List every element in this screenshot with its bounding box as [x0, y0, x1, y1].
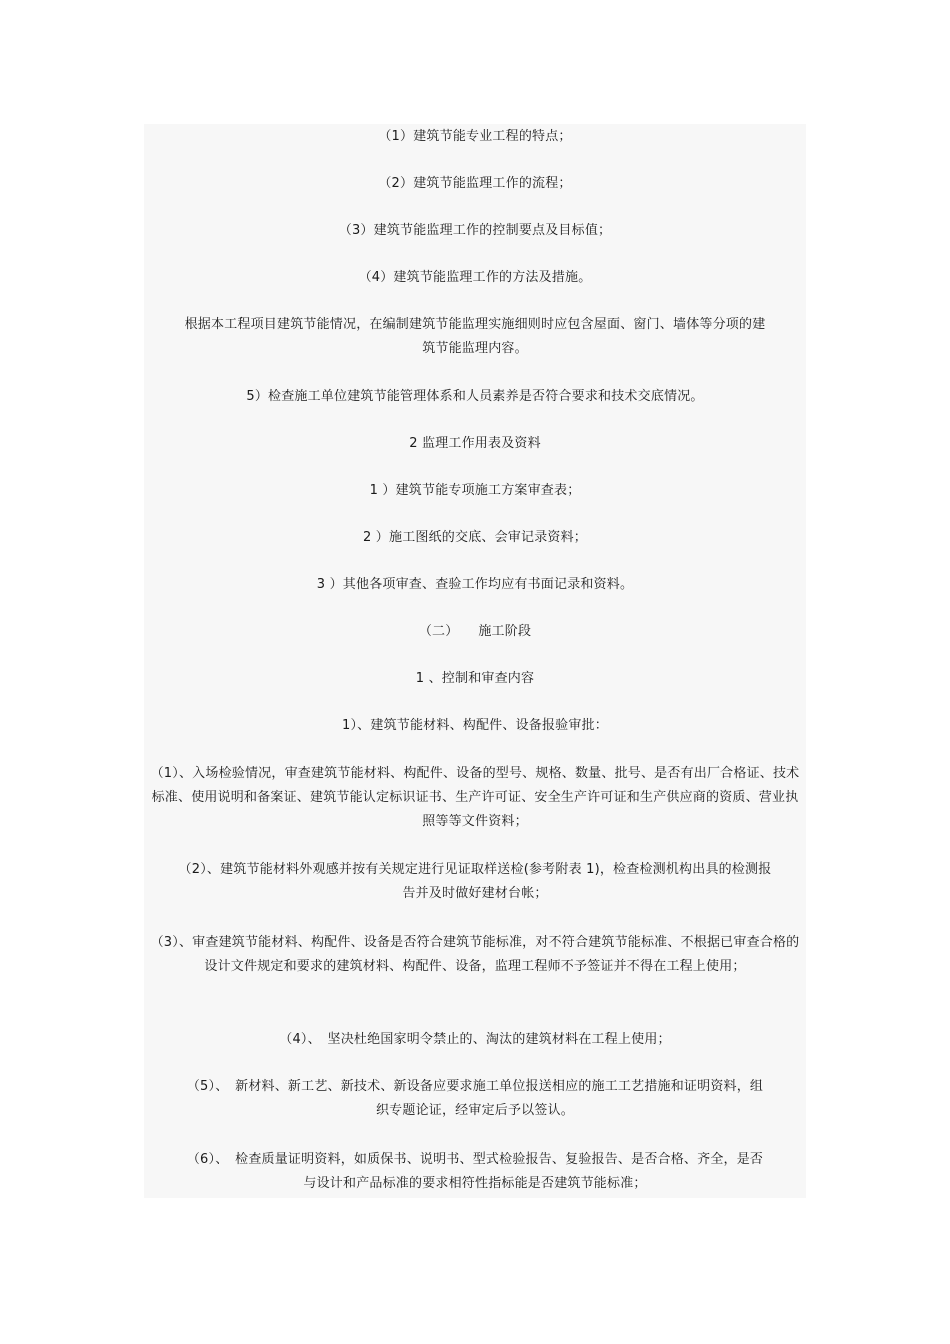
paragraph-9: 2 ）施工图纸的交底、会审记录资料；	[362, 530, 587, 545]
paragraph-17: （4）、 坚决杜绝国家明令禁止的、淘汰的建筑材料在工程上使用；	[279, 1032, 671, 1047]
paragraph-6: 5）检查施工单位建筑节能管理体系和人员素养是否符合要求和技术交底情况。	[246, 389, 704, 404]
paragraph-19: （6）、 检查质量证明资料，如质保书、说明书、型式检验报告、复验报告、是否合格、齐全，是否与设计和产品标准的要求相符性指标能是否建筑节能标准；	[186, 1152, 764, 1191]
paragraph-4: （4）建筑节能监理工作的方法及措施。	[358, 270, 592, 285]
paragraph-5: 根据本工程项目建筑节能情况，在编制建筑节能监理实施细则时应包含屋面、窗门、墙体等分项的建筑节能监理内容。	[184, 317, 766, 356]
paragraph-3: （3）建筑节能监理工作的控制要点及目标值；	[338, 223, 612, 238]
paragraph-8: 1 ）建筑节能专项施工方案审查表；	[369, 483, 581, 498]
paragraph-15: （2）、建筑节能材料外观感并按有关规定进行见证取样送检(参考附表 1)，检查检测机构出具的检测报告并及时做好建材台帐；	[178, 862, 772, 901]
section-heading-construction: （二） 施工阶段	[418, 624, 532, 639]
paragraph-14: （1）、入场检验情况，审查建筑节能材料、构配件、设备的型号、规格、数量、批号、是否有出厂合格证、技术标准、使用说明和备案证、建筑节能认定标识证书、生产许可证、安全生产许可证和生产供应商的资质、营业执照等等文件资料；	[150, 766, 800, 829]
section-heading-2: 2 监理工作用表及资料	[409, 436, 541, 451]
paragraph-1: （1）建筑节能专业工程的特点；	[378, 129, 572, 144]
paragraph-10: 3 ）其他各项审查、查验工作均应有书面记录和资料。	[316, 577, 634, 592]
subsection-heading-1: 1 、控制和审查内容	[415, 671, 535, 686]
paragraph-18: （5）、 新材料、新工艺、新技术、新设备应要求施工单位报送相应的施工工艺措施和证明资料，组织专题论证，经审定后予以签认。	[186, 1079, 764, 1118]
paragraph-16: （3）、审查建筑节能材料、构配件、设备是否符合建筑节能标准，对不符合建筑节能标准、不根据已审查合格的设计文件规定和要求的建筑材料、构配件、设备，监理工程师不予签证并不得在工程上使用；	[150, 935, 800, 974]
paragraph-2: （2）建筑节能监理工作的流程；	[378, 176, 572, 191]
paragraph-13: 1）、建筑节能材料、构配件、设备报验审批：	[342, 718, 608, 733]
